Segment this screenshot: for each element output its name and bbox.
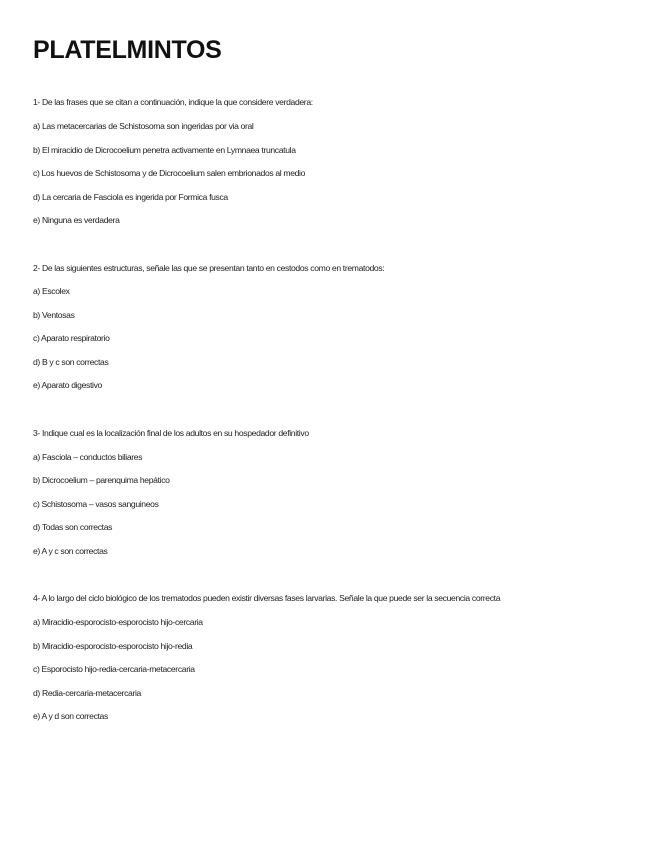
- question-1-option-d: d) La cercaria de Fasciola es ingerida por Formica fusca: [33, 192, 228, 202]
- document-title: PLATELMINTOS: [33, 36, 222, 64]
- question-4-option-d: d) Redia-cercaria-metacercaria: [33, 688, 141, 698]
- question-1-option-b: b) El miracidio de Dicrocoelium penetra activamente en Lymnaea truncatula: [33, 145, 296, 155]
- question-3-prompt: 3- Indique cual es la localización final de los adultos en su hospedador definitivo: [33, 428, 309, 438]
- question-1-prompt: 1- De las frases que se citan a continuación, indique la que considere verdadera:: [33, 97, 313, 107]
- question-4-option-a: a) Miracidio-esporocisto-esporocisto hijo-cercaria: [33, 617, 203, 627]
- question-4-prompt: 4- A lo largo del ciclo biológico de los trematodos pueden existir diversas fases larvarias. Señale la que puede ser la secuencia correcta: [33, 593, 501, 603]
- question-2-option-b: b) Ventosas: [33, 310, 75, 320]
- question-1-option-a: a) Las metacercarias de Schistosoma son ingeridas por via oral: [33, 121, 254, 131]
- question-4-option-e: e) A y d son correctas: [33, 711, 108, 721]
- question-2-option-e: e) Aparato digestivo: [33, 380, 102, 390]
- question-3-option-d: d) Todas son correctas: [33, 522, 113, 532]
- question-2-prompt: 2- De las siguientes estructuras, señale las que se presentan tanto en cestodos como en trematodos:: [33, 263, 385, 273]
- question-2-option-c: c) Aparato respiratorio: [33, 333, 110, 343]
- question-2-option-a: a) Escolex: [33, 286, 70, 296]
- question-3-option-a: a) Fasciola – conductos biliares: [33, 452, 143, 462]
- question-4-option-c: c) Esporocisto hijo-redia-cercaria-metacercaria: [33, 664, 195, 674]
- question-1-option-e: e) Ninguna es verdadera: [33, 215, 120, 225]
- question-3-option-e: e) A y c son correctas: [33, 546, 108, 556]
- question-4-option-b: b) Miracidio-esporocisto-esporocisto hijo-redia: [33, 641, 193, 651]
- question-3-option-b: b) Dicrocoelium – parenquima hepático: [33, 475, 170, 485]
- question-1-option-c: c) Los huevos de Schistosoma y de Dicrocoelium salen embrionados al medio: [33, 168, 306, 178]
- question-3-option-c: c) Schistosoma – vasos sanguineos: [33, 499, 159, 509]
- question-2-option-d: d) B y c son correctas: [33, 357, 109, 367]
